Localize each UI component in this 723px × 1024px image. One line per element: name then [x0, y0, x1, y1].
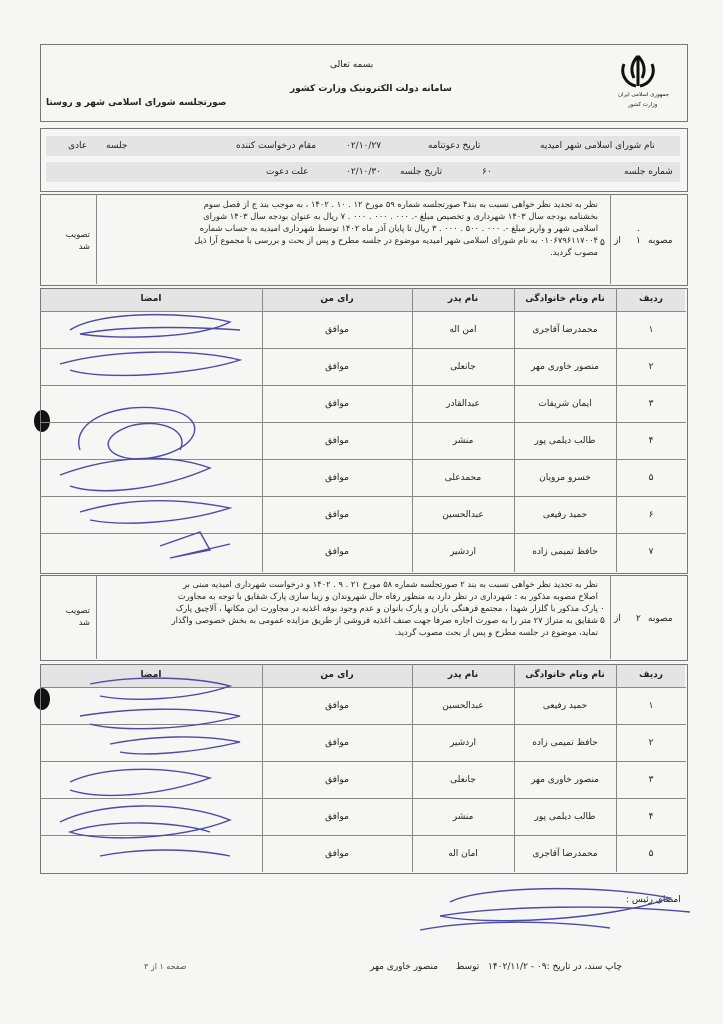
t1-header-index: ردیف [639, 294, 663, 304]
resolution-1-divider-right [610, 194, 611, 284]
resolution-2-line-5: نماید، موضوع در جلسه مطرح و پس از بحث مصوب گردید. [394, 627, 598, 637]
resolution-2-divider-right [610, 575, 611, 659]
system-title: سامانه دولت الکترونیک وزارت کشور [290, 84, 452, 94]
table-row: محمدرضا آقاجری [532, 849, 598, 859]
resolution-2-text [102, 578, 598, 638]
session-number-label: شماره جلسه [624, 167, 673, 177]
printed-by-name: منصور خاوری مهر [370, 962, 439, 972]
table-row: ۲ [648, 738, 654, 748]
council-name: نام شورای اسلامی شهر امیدیه [540, 141, 655, 151]
session-date: ۰۲/۱۰/۳۰ [346, 167, 382, 177]
table-row: امن اله [449, 325, 477, 335]
resolution-1-divider-left [96, 194, 97, 284]
resolution-1-of: از [614, 236, 621, 246]
logo [614, 52, 670, 114]
table-row: محمدعلی [444, 473, 482, 483]
table-row: موافق [325, 775, 349, 785]
header-box [40, 44, 688, 122]
table-row: ۴ [648, 436, 654, 446]
emblem-icon [614, 52, 662, 92]
resolution-2-line-3: پارک مذکور با گلزار شهدا ، مجتمع فرهنگی باران و پارک بانوان و عدم وجود بوفه اغذیه در مجاورت این مکانها ، آلاچیق پارک [175, 603, 598, 613]
document-title: صورتجلسه شورای اسلامی شهر و روستا [46, 98, 227, 108]
table-row: ۱ [648, 325, 654, 335]
t2-col-4 [262, 664, 263, 872]
resolution-1-line-2: بخشنامه بودجه سال ۱۴۰۳ شهرداری و تخصیص مبلغ -. ۰۰۰ . ۰۰۰ . ۰۰۰ . ۷ ریال به عنوان بودجه سال ۱۴۰۳ شورای [203, 211, 598, 221]
resolution-1-number: ۱ [636, 236, 641, 246]
meeting-type: عادی [68, 141, 88, 151]
table-row: حمید رفیعی [542, 701, 588, 711]
t2-col-1 [616, 664, 617, 872]
invitation-date-label: تاریخ دعوتنامه [428, 141, 481, 151]
meeting-label: جلسه [106, 141, 128, 151]
resolution-1-status: تصویب شد [65, 229, 90, 251]
table-row: حافظ تمیمی زاده [532, 547, 598, 557]
table-row: عبدالحسین [442, 701, 484, 711]
resolution-1-side-value: ۰ [636, 226, 641, 236]
table-row: خسرو مرویان [539, 473, 591, 483]
table-row: حافظ تمیمی زاده [532, 738, 598, 748]
requester-label: مقام درخواست کننده [236, 141, 317, 151]
resolution-1-line-5: مصوب گردید. [550, 247, 598, 257]
table-row: موافق [325, 547, 349, 557]
t1-header-vote: رای من [320, 294, 354, 304]
table-row: ۳ [648, 775, 654, 785]
table-row: ۲ [648, 362, 654, 372]
resolution-2-of: از [614, 614, 621, 624]
table-row: موافق [325, 812, 349, 822]
invite-reason-label: علت دعوت [266, 167, 309, 177]
signature-scribbles-1 [40, 300, 262, 572]
table-row: ۷ [648, 547, 654, 557]
table-row: منصور خاوری مهر [530, 775, 600, 785]
resolution-2-divider-left [96, 575, 97, 659]
table-row: ۱ [648, 701, 654, 711]
table-row: محمدرضا آقاجری [532, 325, 598, 335]
table-row: موافق [325, 701, 349, 711]
bismillah: بسمه تعالی [330, 60, 374, 70]
table-row: موافق [325, 510, 349, 520]
table-row: عبدالقادر [446, 399, 480, 409]
t1-header-signature: امضا [140, 294, 162, 304]
resolution-1-text [102, 198, 598, 258]
table-row: ۵ [648, 473, 654, 483]
print-date-label: چاپ سند، در تاریخ :۰۹ - ۱۴۰۲/۱۱/۲ [488, 962, 622, 972]
resolution-2-status: تصویب شد [65, 605, 90, 627]
table-row: منشر [452, 436, 474, 446]
resolution-1-line-1: نظر به تجدید نظر خواهی نسبت به بند۴ صورتجلسه شماره ۵۹ مورخ ۱۲ . ۱۰ . ۱۴۰۲ ، به موجب بند ج از فصل سوم [203, 199, 598, 209]
resolution-1-line-3: اسلامی شهر و واریز مبلغ -. ۰۰۰ . ۵۰۰ . ۰۰۰ . ۳ ریال تا پایان آذر ماه ۱۴۰۲ توسط شهرداری امیدیه به حساب شماره [199, 223, 598, 233]
table-row: موافق [325, 473, 349, 483]
table-row: ۴ [648, 812, 654, 822]
table-row: حمید رفیعی [542, 510, 588, 520]
resolution-2-total: ۵ [600, 616, 605, 626]
session-number: ۶۰ [482, 167, 492, 177]
page-number: صفحه ۱ از ۳ [144, 962, 187, 971]
resolution-2-side-value: ۰ [600, 604, 605, 614]
t2-header-vote: رای من [320, 670, 354, 680]
t2-header-signature: امضا [140, 670, 162, 680]
table-row: اردشیر [449, 547, 477, 557]
president-signature-label: امضای رئیس : [626, 895, 681, 905]
table-row: ۳ [648, 399, 654, 409]
t2-col-3 [412, 664, 413, 872]
invitation-date: ۰۲/۱۰/۲۷ [346, 141, 382, 151]
logo-caption-2: وزارت کشور [628, 102, 658, 108]
table-row: منصور خاوری مهر [530, 362, 600, 372]
table-row: موافق [325, 849, 349, 859]
signature-scribbles-2 [40, 672, 262, 872]
t2-header-name: نام ونام خانوادگی [525, 670, 605, 680]
t2-header-index: ردیف [639, 670, 663, 680]
table-row: جانعلی [450, 775, 476, 785]
table-row: موافق [325, 399, 349, 409]
logo-caption-1: جمهوری اسلامی ایران [618, 92, 670, 98]
t1-header-father: نام پدر [447, 294, 479, 304]
resolution-1-total: ۵ [600, 238, 605, 248]
resolution-1-line-4: ۰۱۰۶۷۹۶۱۱۷۰۰۴ به نام شورای اسلامی شهر امیدیه موضوع در جلسه مطرح و پس از بحث و بررسی با مجموع آرا ذیل [194, 235, 598, 245]
table-row: عبدالحسین [442, 510, 484, 520]
resolution-1-label: مصوبه [648, 236, 673, 246]
table-row: موافق [325, 325, 349, 335]
table-row: اردشیر [449, 738, 477, 748]
table-row: موافق [325, 362, 349, 372]
resolution-2-label: مصوبه [648, 614, 673, 624]
t1-header-name: نام ونام خانوادگی [525, 294, 605, 304]
table-row: امان اله [448, 849, 478, 859]
table-row: منشر [452, 812, 474, 822]
table-row: طالب دیلمی پور [534, 812, 596, 822]
table-row: طالب دیلمی پور [534, 436, 596, 446]
resolution-2-number: ۲ [636, 614, 641, 624]
resolution-2-line-2: اصلاح مصوبه مذکور به : شهرداری در نظر دارد به منظور رفاه حال شهروندان و زیبا سازی پارک شقایق با توجه به مجاورت [177, 591, 598, 601]
table-row: ۶ [648, 510, 654, 520]
resolution-2-line-4: شقایق به متراژ ۲۷ متر را به صورت اجاره صرفا جهت صنف اغذیه فروشی از طریق مزایده عمومی به بخش خصوصی واگذار [171, 615, 598, 625]
t2-header-father: نام پدر [447, 670, 479, 680]
resolution-2-line-1: نظر به تجدید نظر خواهی نسبت به بند ۲ صورتجلسه شماره ۵۸ مورخ ۲۱ . ۹ . ۱۴۰۲ و درخواست شهرداری امیدیه مبنی بر [182, 579, 598, 589]
table-row: جانعلی [450, 362, 476, 372]
session-date-label: تاریخ جلسه [400, 167, 443, 177]
t2-col-2 [514, 664, 515, 872]
table-row: موافق [325, 738, 349, 748]
printed-by-label: توسط [456, 962, 480, 972]
table-row: ۵ [648, 849, 654, 859]
table-row: ایمان شریفات [538, 399, 592, 409]
table-row: موافق [325, 436, 349, 446]
president-signature [410, 880, 700, 940]
